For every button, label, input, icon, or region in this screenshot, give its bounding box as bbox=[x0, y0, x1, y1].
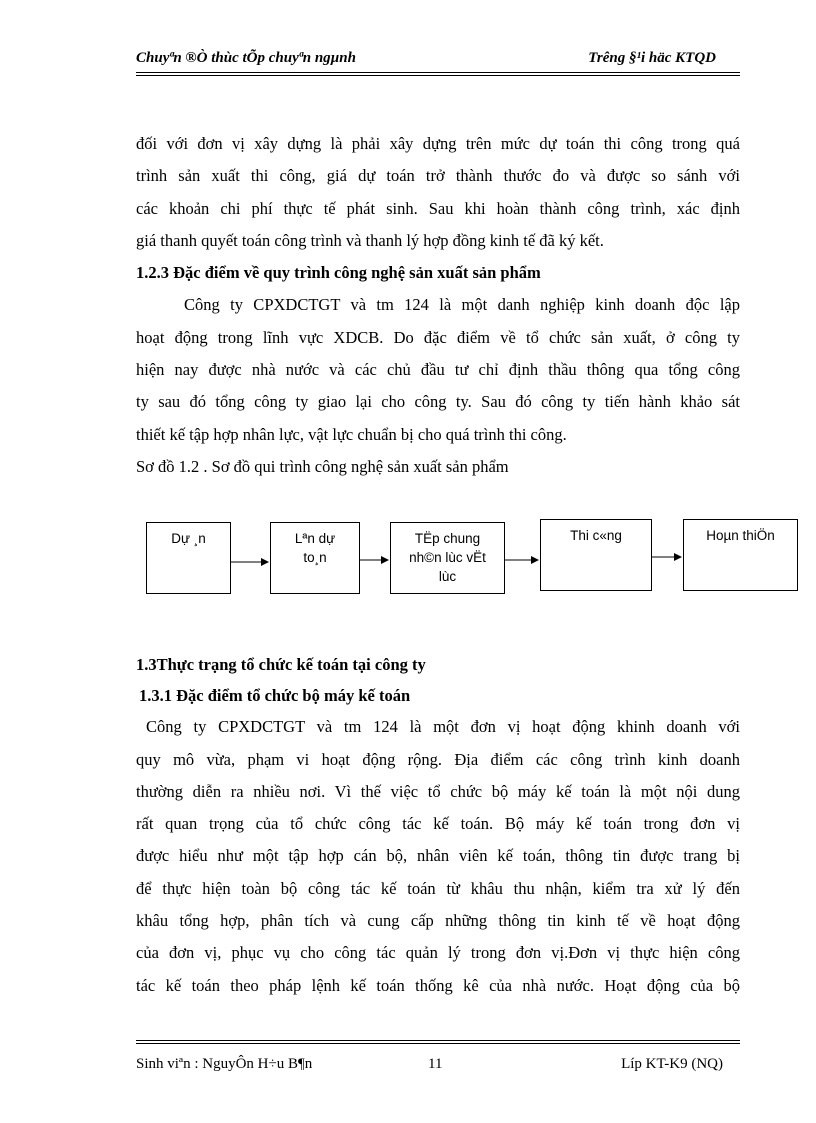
text-line: đối với đơn vị xây dựng là phải xây dựng trên mức dự toán thi công trong quá bbox=[136, 134, 740, 153]
section-heading-1-3-1: 1.3.1 Đặc điểm tổ chức bộ máy kế toán bbox=[139, 686, 411, 706]
diagram-caption: Sơ đồ 1.2 . Sơ đồ qui trình công nghệ sản xuất sản phẩm bbox=[136, 456, 509, 476]
text-line: trình sản xuất thi công, giá dự toán trở thành thước đo và được so sánh với bbox=[136, 166, 740, 186]
text-line: các khoản chi phí thực tế phát sinh. Sau khi hoàn thành công trình, xác định bbox=[136, 198, 740, 218]
flow-box-label: Dự ¸n bbox=[171, 531, 206, 546]
flow-box-label: TËp chung bbox=[414, 531, 481, 546]
flow-box-hoan-thien bbox=[683, 519, 798, 591]
flow-box-len-du-toan bbox=[270, 522, 360, 594]
section-heading-1-3: 1.3Thực trạng tổ chức kế toán tại công ty bbox=[136, 655, 426, 674]
flow-box-du-an bbox=[146, 522, 231, 594]
flow-box-label: Thi c«ng bbox=[570, 528, 622, 543]
flow-box-tap-trung-nhan-luc bbox=[390, 522, 505, 594]
flow-box-label: Lªn dự bbox=[294, 531, 336, 546]
text-line: được hiểu như một tập hợp cán bộ, nhân viên kế toán, thông tin được trang bị bbox=[136, 846, 740, 866]
text-line: thường diễn ra nhiều nơi. Vì thế việc tổ chức bộ máy kế toán là một nội dung bbox=[136, 781, 740, 801]
text-line: ty sau đó tổng công ty giao lại cho công ty. Sau đó công ty tiến hành khảo sát bbox=[136, 392, 740, 412]
footer-student-name: Sinh viªn : NguyÔn H÷u B¶n bbox=[136, 1056, 313, 1072]
footer-page-number: 11 bbox=[428, 1056, 443, 1072]
header-title-right: Trêng §¹i häc KTQD bbox=[588, 50, 716, 66]
text-line: để thực hiện toàn bộ công tác kế toán từ khâu thu nhận, kiểm tra xử lý đến bbox=[136, 878, 740, 898]
flow-box-label: lùc bbox=[438, 569, 457, 584]
section-heading-1-2-3: 1.2.3 Đặc điểm về quy trình công nghệ sản xuất sản phẩm bbox=[136, 263, 541, 283]
header-title-left: Chuyªn ®Ò thùc tÕp chuyªn ngµnh bbox=[136, 50, 356, 66]
text-line: Công ty CPXDCTGT và tm 124 là một danh nghiệp kinh doanh độc lập bbox=[184, 295, 740, 315]
text-line: giá thanh quyết toán công trình và thanh lý hợp đồng kinh tế đã ký kết. bbox=[136, 230, 604, 250]
text-line: khâu tổng hợp, phân tích và cung cấp những thông tin kinh tế về hoạt động bbox=[136, 911, 740, 931]
text-line: của đơn vị, phục vụ cho công tác quản lý trong đơn vị.Đơn vị thực hiện công bbox=[136, 943, 740, 963]
text-line: hoạt động trong lĩnh vực XDCB. Do đặc điểm về tổ chức sản xuất, ở công ty bbox=[136, 327, 740, 347]
footer-class: Líp KT-K9 (NQ) bbox=[621, 1056, 723, 1072]
section-1-3 bbox=[136, 649, 740, 1002]
text-line: hiện nay được nhà nước và các chủ đầu tư chỉ định thầu thông qua tổng công bbox=[136, 360, 740, 380]
text-line: rất quan trọng của tổ chức công tác kế toán. Bộ máy kế toán trong đơn vị bbox=[136, 814, 740, 834]
text-line: quy mô vừa, phạm vi hoạt động rộng. Địa điểm các công trình kinh doanh bbox=[136, 749, 740, 769]
footer-rule bbox=[136, 1040, 740, 1041]
text-line: tác kế toán theo pháp lệnh kế toán thống kê của nhà nước. Hoạt động của bộ bbox=[136, 975, 740, 995]
footer-rule-2 bbox=[136, 1043, 740, 1044]
text-line: Công ty CPXDCTGT và tm 124 là một đơn vị hoạt động khinh doanh với bbox=[146, 717, 740, 737]
flow-box-label: nh©n lùc vËt bbox=[409, 550, 486, 565]
text-line: thiết kế tập hợp nhân lực, vật lực chuẩn bị cho quá trình thi công. bbox=[136, 424, 567, 444]
flow-box-label: to¸n bbox=[303, 550, 327, 565]
flow-box-thi-cong bbox=[540, 519, 652, 591]
flow-box-label: Hoµn thiÖn bbox=[706, 528, 775, 543]
